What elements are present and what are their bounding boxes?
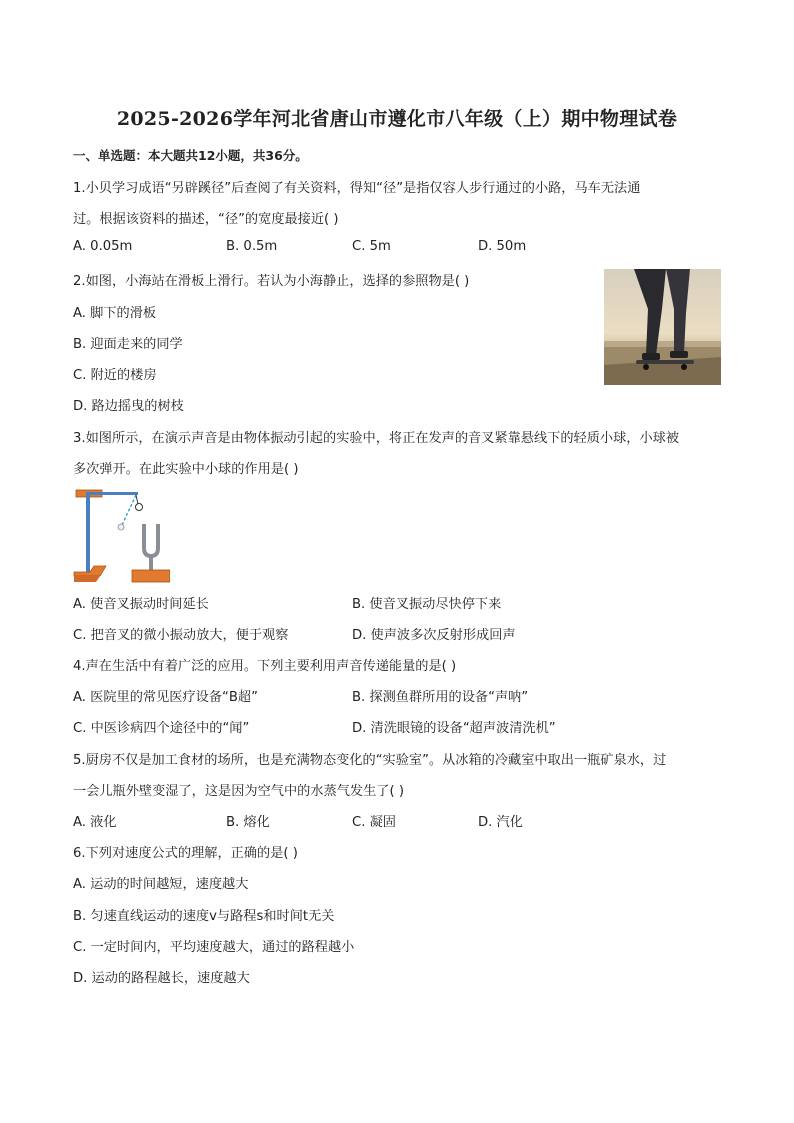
q5-option-c[interactable]: C. 凝固 [352, 815, 396, 830]
q4-option-c[interactable]: C. 中医诊病四个途径中的“闻” [73, 721, 250, 736]
q5-option-a[interactable]: A. 液化 [73, 815, 117, 830]
q1-stem-line1: 1.小贝学习成语“另辟蹊径”后查阅了有关资料，得知“径”是指仅容人步行通过的小路，马车无法通 [73, 181, 641, 196]
q3-option-b[interactable]: B. 使音叉振动尽快停下来 [352, 597, 502, 612]
q1-option-a[interactable]: A. 0.05m [73, 239, 133, 254]
q1-option-c[interactable]: C. 5m [352, 239, 391, 254]
q6-option-d[interactable]: D. 运动的路程越长，速度越大 [73, 971, 250, 986]
q6-option-b[interactable]: B. 匀速直线运动的速度v与路程s和时间t无关 [73, 909, 335, 924]
q2-option-b[interactable]: B. 迎面走来的同学 [73, 337, 183, 352]
tuning-fork-diagram [70, 480, 170, 586]
q3-option-a[interactable]: A. 使音叉振动时间延长 [73, 597, 209, 612]
q3-option-d[interactable]: D. 使声波多次反射形成回声 [352, 628, 516, 643]
q1-option-b[interactable]: B. 0.5m [226, 239, 278, 254]
q6-stem: 6.下列对速度公式的理解，正确的是( ) [73, 846, 298, 861]
skateboard-photo [604, 269, 721, 385]
page-title: 2025-2026学年河北省唐山市遵化市八年级（上）期中物理试卷 [116, 108, 678, 130]
q5-stem-line2: 一会儿瓶外壁变湿了，这是因为空气中的水蒸气发生了( ) [73, 784, 404, 799]
q5-stem-line1: 5.厨房不仅是加工食材的场所，也是充满物态变化的“实验室”。从冰箱的冷藏室中取出一瓶矿泉水，过 [73, 753, 667, 768]
section-heading: 一、单选题：本大题共12小题，共36分。 [73, 148, 308, 163]
q5-option-b[interactable]: B. 熔化 [226, 815, 270, 830]
q4-option-a[interactable]: A. 医院里的常见医疗设备“B超” [73, 690, 258, 705]
q3-option-c[interactable]: C. 把音叉的微小振动放大，便于观察 [73, 628, 289, 643]
q3-stem-line1: 3.如图所示，在演示声音是由物体振动引起的实验中，将正在发声的音叉紧靠悬线下的轻质小球，小球被 [73, 431, 680, 446]
q2-option-a[interactable]: A. 脚下的滑板 [73, 306, 157, 321]
q3-stem-line2: 多次弹开。在此实验中小球的作用是( ) [73, 462, 299, 477]
q6-option-c[interactable]: C. 一定时间内，平均速度越大，通过的路程越小 [73, 940, 355, 955]
q4-option-d[interactable]: D. 清洗眼镜的设备“超声波清洗机” [352, 721, 556, 736]
q1-stem-line2: 过。根据该资料的描述，“径”的宽度最接近( ) [73, 212, 339, 227]
q2-option-d[interactable]: D. 路边摇曳的树枝 [73, 399, 184, 414]
q2-stem: 2.如图，小海站在滑板上滑行。若认为小海静止，选择的参照物是( ) [73, 274, 470, 289]
q2-option-c[interactable]: C. 附近的楼房 [73, 368, 157, 383]
q1-option-d[interactable]: D. 50m [478, 239, 527, 254]
q4-option-b[interactable]: B. 探测鱼群所用的设备“声呐” [352, 690, 529, 705]
q4-stem: 4.声在生活中有着广泛的应用。下列主要利用声音传递能量的是( ) [73, 659, 457, 674]
q5-option-d[interactable]: D. 汽化 [478, 815, 523, 830]
q6-option-a[interactable]: A. 运动的时间越短，速度越大 [73, 877, 249, 892]
